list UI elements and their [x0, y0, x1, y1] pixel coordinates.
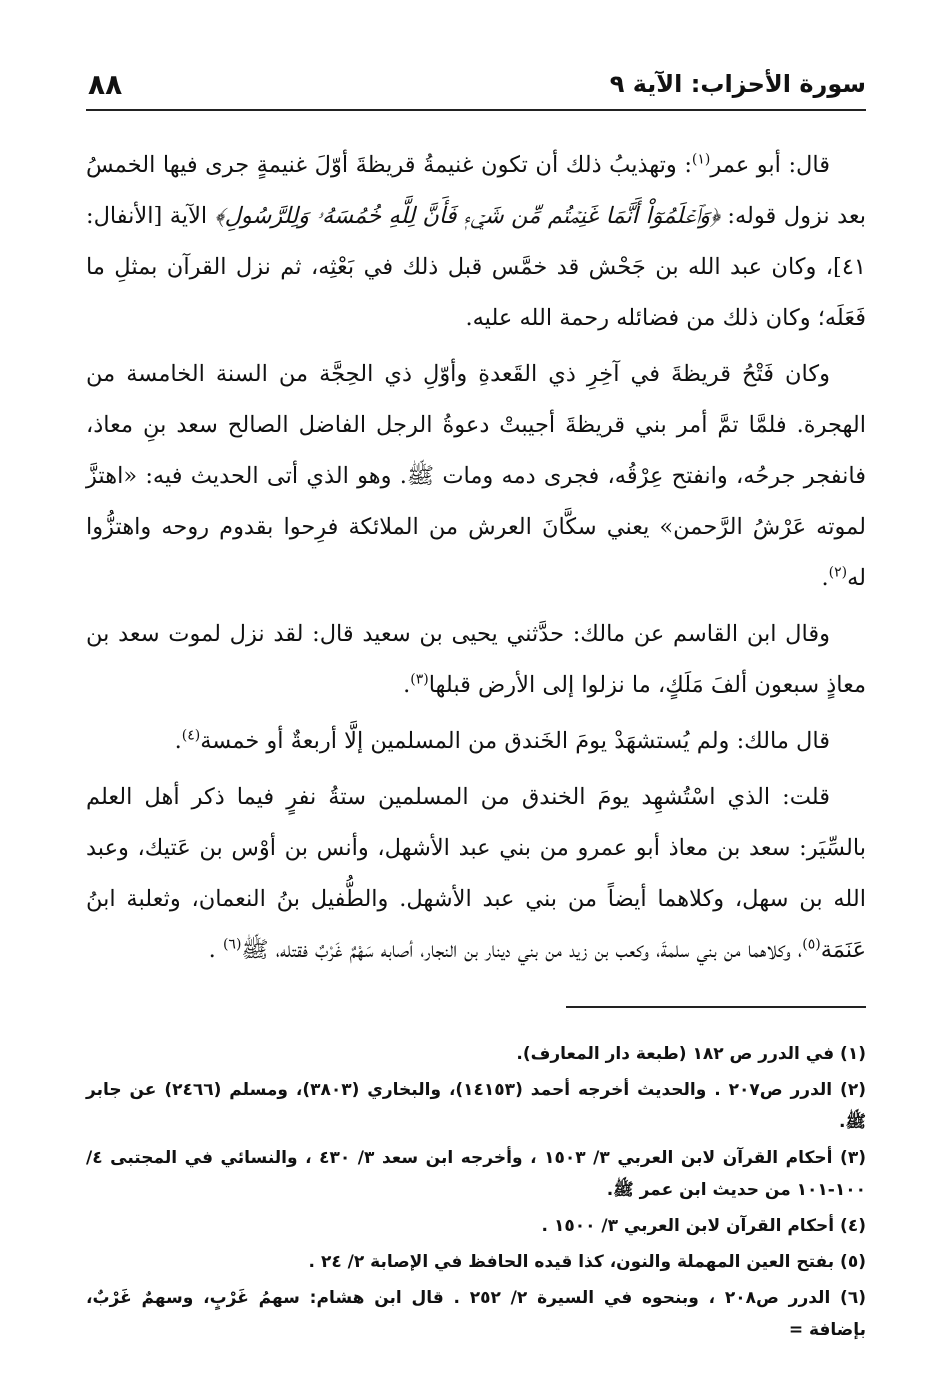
footnote-4: (٤) أحكام القرآن لابن العربي ٣/ ١٥٠٠ . [541, 1216, 866, 1236]
paragraph-5: قلت: الذي اسْتُشهِد يومَ الخندق من المسلمين ستةُ نفرٍ فيما ذكر أهل العلم بالسِّيَر: سعد بن معاذ أبو عمرو من بني عبد الأشهل، وأنس بن أوْس بن عَتيك، وعبد الله بن سهل، وكلاهما أيضاً من بني عبد الأشهل. والطُّفيل بنُ النعمان، وثعلبة ابنُ عَنَمَة$^{(٥)}$، وكلاهما من بني سلمةَ، وكعب بن زيد من بني دينار بن النجار، أصابه سَهْمٌ غَرْبٌ فقتله، ﷺ$^{(٦)}$ . [86, 784, 866, 963]
quran-verse: ﴿وَٱعۡلَمُوٓاْ أَنَّمَا غَنِمۡتُم مِّن شَيۡءٖ فَأَنَّ لِلَّهِ خُمُسَهُۥ وَلِلرَّسُولِ﴾ [214, 203, 720, 229]
paragraph-1: قال: أبو عمر$^{(١)}$: وتهذيبُ ذلك أن تكون غنيمةُ قريظةَ أوّلَ غنيمةٍ جرى فيها الخمسُ بعد نزول قوله: ﴿وَٱعۡلَمُوٓاْ أَنَّمَا غَنِمۡتُم مِّن شَيۡءٖ فَأَنَّ لِلَّهِ خُمُسَهُۥ وَلِلرَّسُولِ﴾ الآية [الأنفال: ٤١]، وكان عبد الله بن جَحْش قد خمَّس قبل ذلك في بَعْثِه، ثم نزل القرآن بمثلِ ما فَعَلَه؛ وكان ذلك من فضائله رحمة الله عليه. [86, 151, 866, 331]
footnote-6: (٦) الدرر ص٢٠٨ ، وبنحوه في السيرة ٢/ ٢٥٢ . قال ابن هشام: سهمُ غَرْبٍ، وسهمٌ غَرْبٌ، بإضافة = [86, 1288, 866, 1340]
paragraph-4: قال مالك: ولم يُستشهَدْ يومَ الخَندق من المسلمين إلَّا أربعةٌ أو خمسة$^{(٤)}$. [174, 727, 830, 754]
footnote-ref-4[interactable]: (٤) [181, 727, 201, 744]
header-divider [86, 109, 866, 111]
paragraph-3: وقال ابن القاسم عن مالك: حدَّثني يحيى بن سعيد قال: لقد نزل لموت سعد بن معاذٍ سبعون ألفَ مَلَكٍ، ما نزلوا إلى الأرض قبلها$^{(٣)}$. [86, 621, 866, 698]
page-number: ٨٨ [88, 68, 123, 101]
footnotes [86, 1038, 866, 1350]
footnote-ref-5[interactable]: (٥) [802, 936, 821, 953]
main-text [86, 140, 866, 981]
footnote-2: (٢) الدرر ص٢٠٧ . والحديث أخرجه أحمد (١٤١٥٣)، والبخاري (٣٨٠٣)، ومسلم (٢٤٦٦) عن جابر ﷺ. [86, 1080, 866, 1132]
surah-title: سورة الأحزاب: الآية ٩ [609, 70, 866, 98]
footnote-ref-1[interactable]: (١) [691, 151, 711, 168]
footnote-5: (٥) بفتح العين المهملة والنون، كذا قيده الحافظ في الإصابة ٢/ ٢٤ . [308, 1252, 866, 1272]
footnote-ref-6[interactable]: (٦) [222, 936, 242, 953]
footnote-ref-2[interactable]: (٢) [828, 564, 848, 581]
footnote-ref-3[interactable]: (٣) [410, 671, 429, 688]
footnote-1: (١) في الدرر ص ١٨٢ (طبعة دار المعارف). [516, 1044, 866, 1064]
footnote-3: (٣) أحكام القرآن لابن العربي ٣/ ١٥٠٣ ، وأخرجه ابن سعد ٣/ ٤٣٠ ، والنسائي في المجتبى ٤/ ١٠٠-١٠١ من حديث ابن عمر ﷺ. [86, 1148, 866, 1200]
footnote-divider [566, 1006, 866, 1008]
page-header [86, 66, 866, 106]
paragraph-2: وكان فَتْحُ قريظةَ في آخِرِ ذي القَعدةِ وأوّلِ ذي الحِجَّة من السنة الخامسة من الهجرة. فلمَّا تمَّ أمر بني قريظةَ أجيبتْ دعوةُ الرجل الفاضل الصالح سعد بنِ معاذ، فانفجر جرحُه، وانفتح عِرْقُه، فجرى دمه ومات ﷺ. وهو الذي أتى الحديث فيه: «اهتزَّ لموته عَرْشُ الرَّحمن» يعني سكَّانَ العرش من الملائكة فرِحوا بقدوم روحه واهتزُّوا له$^{(٢)}$. [86, 361, 866, 591]
